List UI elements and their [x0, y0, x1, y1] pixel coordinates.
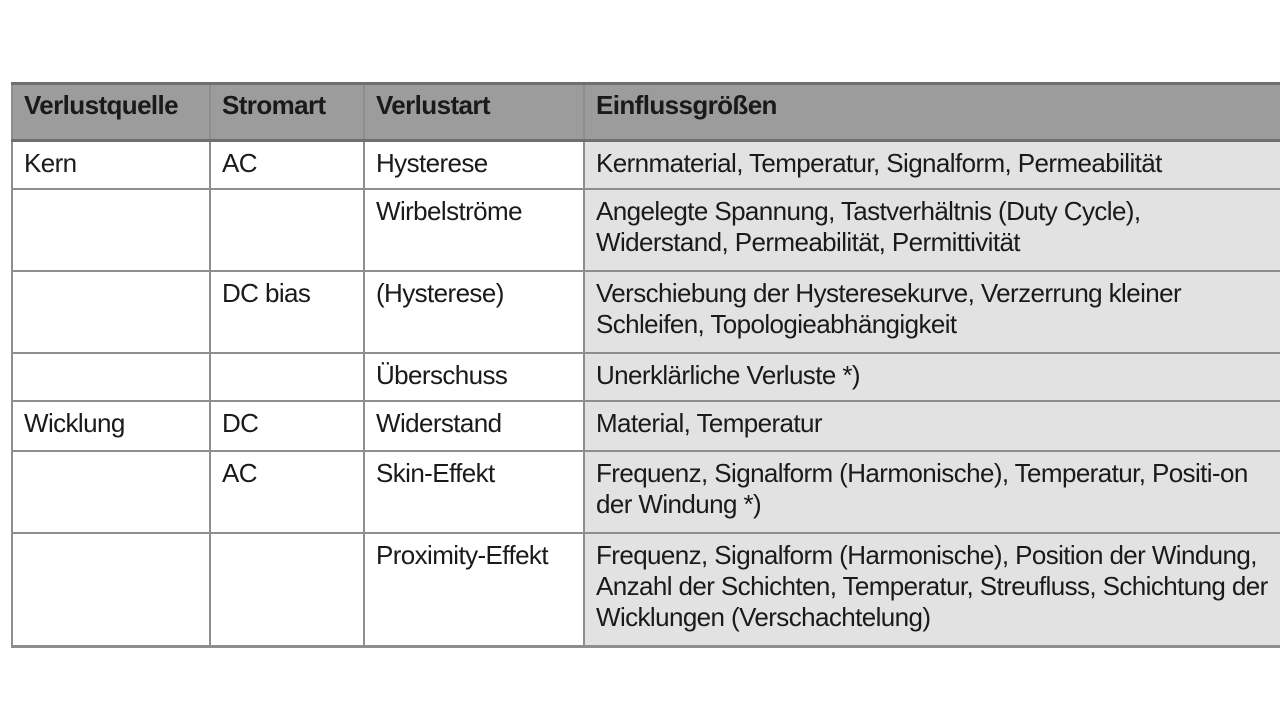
cell-verlustart: (Hysterese) — [364, 271, 584, 353]
cell-verlustquelle: Wicklung — [12, 401, 210, 451]
loss-table-container — [11, 82, 1280, 648]
cell-einflussgroessen: Angelegte Spannung, Tastverhältnis (Duty Cycle), Widerstand, Permeabilität, Permittivität — [584, 189, 1280, 271]
cell-verlustart: Skin-Effekt — [364, 451, 584, 533]
table-row — [12, 271, 1280, 353]
cell-verlustart: Überschuss — [364, 353, 584, 401]
cell-verlustquelle — [12, 533, 210, 647]
header-einflussgroessen: Einflussgrößen — [584, 84, 1280, 141]
cell-stromart — [210, 533, 364, 647]
loss-table — [11, 82, 1280, 648]
cell-verlustart: Wirbelströme — [364, 189, 584, 271]
table-row — [12, 189, 1280, 271]
cell-stromart: DC — [210, 401, 364, 451]
cell-verlustart: Hysterese — [364, 141, 584, 189]
cell-einflussgroessen: Verschiebung der Hysteresekurve, Verzerrung kleiner Schleifen, Topologieabhängigkeit — [584, 271, 1280, 353]
cell-stromart — [210, 189, 364, 271]
table-row — [12, 353, 1280, 401]
table-header-row — [12, 84, 1280, 141]
table-row — [12, 533, 1280, 647]
cell-stromart: DC bias — [210, 271, 364, 353]
table-row — [12, 451, 1280, 533]
header-verlustart: Verlustart — [364, 84, 584, 141]
cell-stromart — [210, 353, 364, 401]
header-verlustquelle: Verlustquelle — [12, 84, 210, 141]
table-row — [12, 141, 1280, 189]
table-row — [12, 401, 1280, 451]
cell-verlustart: Widerstand — [364, 401, 584, 451]
cell-verlustquelle — [12, 353, 210, 401]
cell-stromart: AC — [210, 451, 364, 533]
cell-stromart: AC — [210, 141, 364, 189]
cell-verlustquelle — [12, 189, 210, 271]
cell-einflussgroessen: Frequenz, Signalform (Harmonische), Position der Windung, Anzahl der Schichten, Temperatur, Streufluss, Schichtung der Wicklungen (Verschachtelung) — [584, 533, 1280, 647]
cell-einflussgroessen: Material, Temperatur — [584, 401, 1280, 451]
cell-einflussgroessen: Kernmaterial, Temperatur, Signalform, Permeabilität — [584, 141, 1280, 189]
cell-einflussgroessen: Unerklärliche Verluste *) — [584, 353, 1280, 401]
header-stromart: Stromart — [210, 84, 364, 141]
cell-verlustquelle — [12, 271, 210, 353]
cell-verlustart: Proximity-Effekt — [364, 533, 584, 647]
cell-verlustquelle — [12, 451, 210, 533]
cell-einflussgroessen: Frequenz, Signalform (Harmonische), Temperatur, Positi-on der Windung *) — [584, 451, 1280, 533]
cell-verlustquelle: Kern — [12, 141, 210, 189]
